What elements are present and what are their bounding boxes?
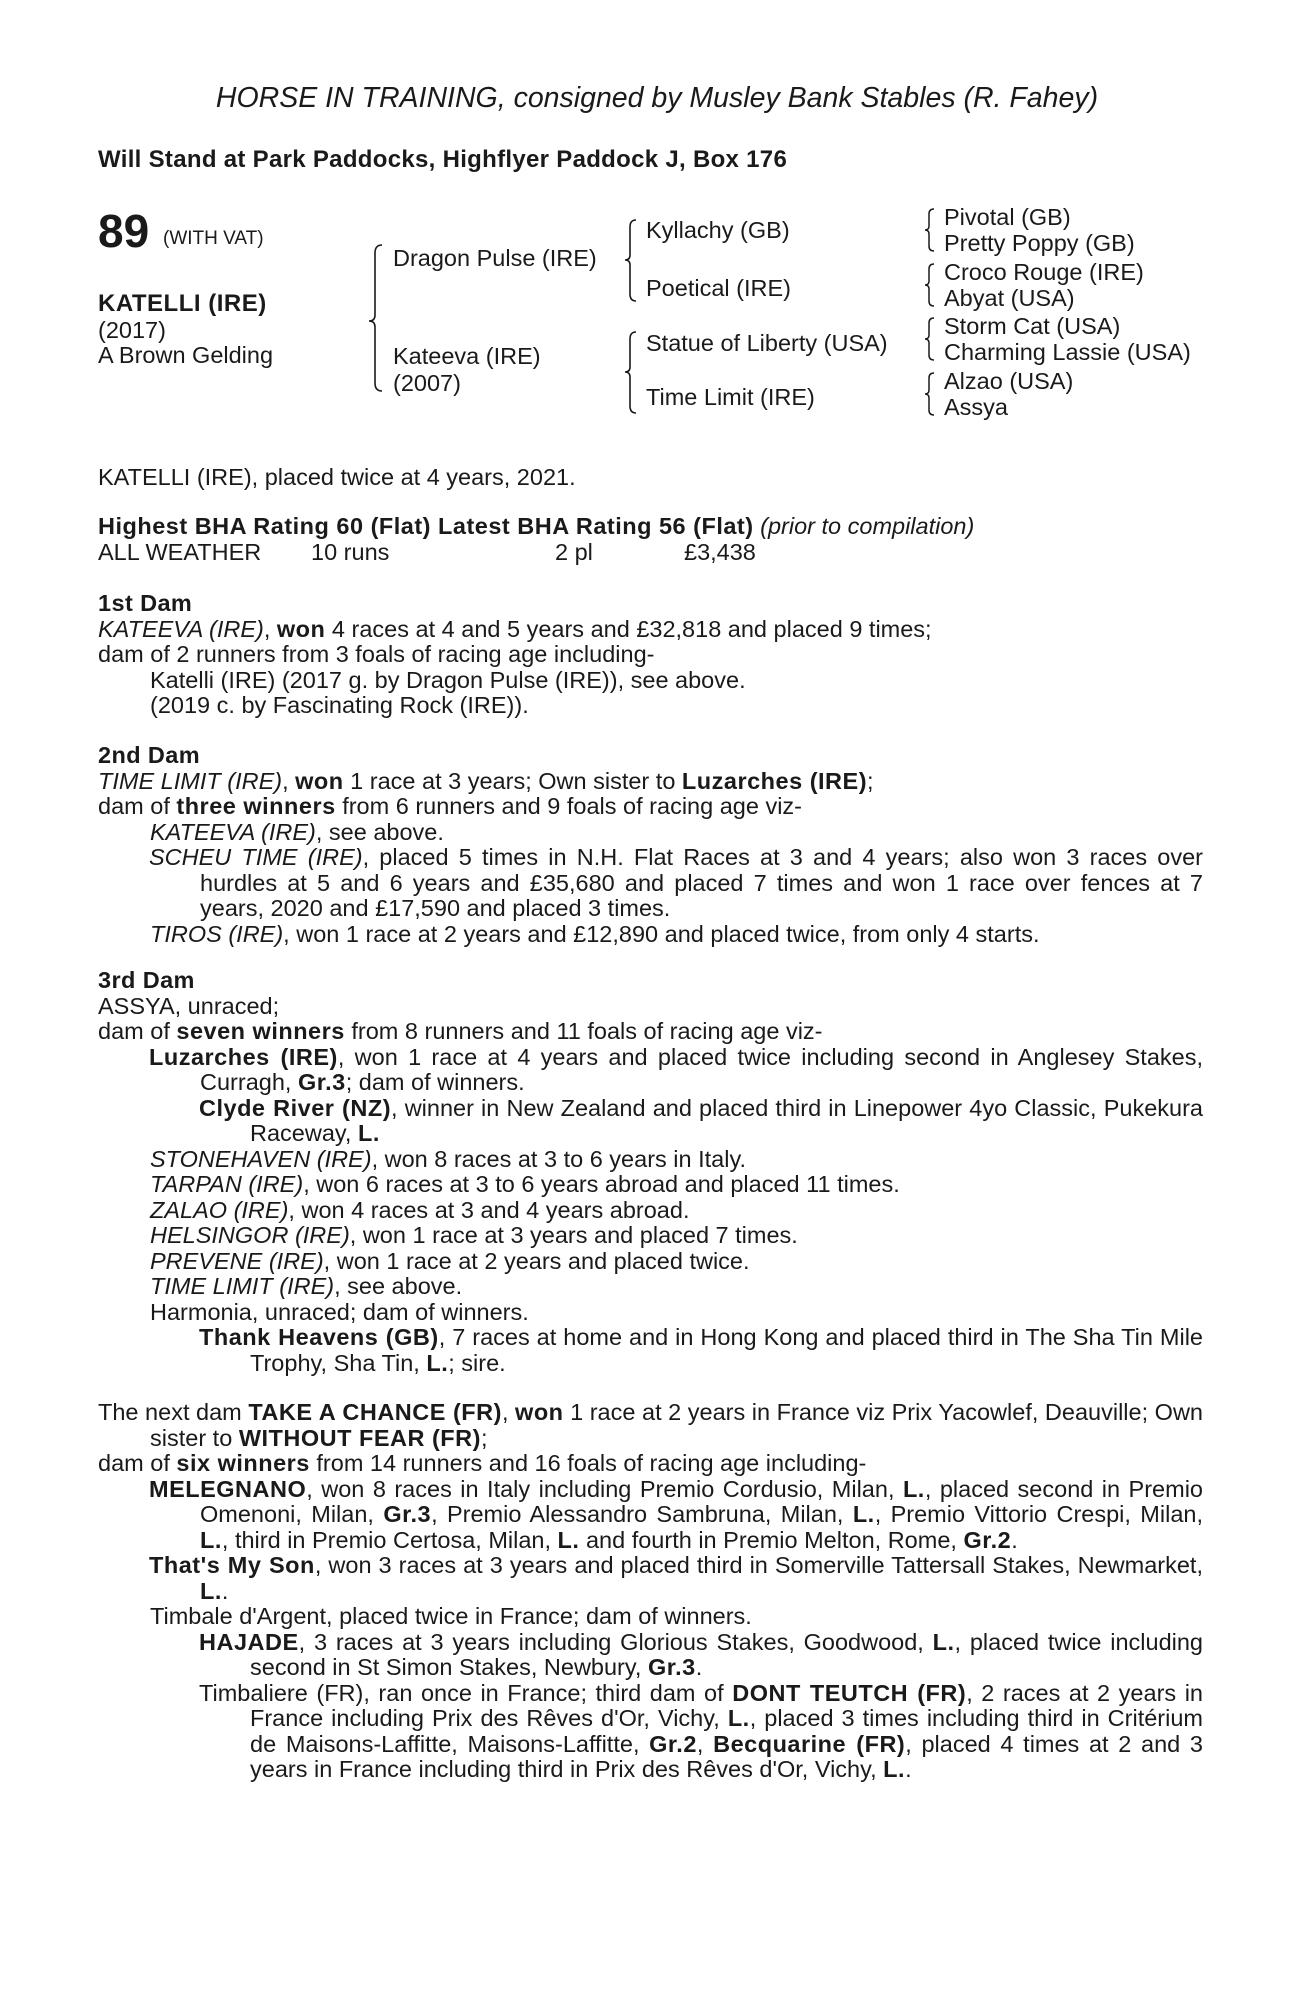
runner-text: , placed 4 times at 2 and 3 years in France including third in Prix des Rêves d'Or, Vichy, bbox=[250, 1730, 1203, 1782]
pedigree-bracket-dd bbox=[924, 371, 940, 419]
horse-description: A Brown Gelding bbox=[98, 342, 274, 368]
runner-text: , won 8 races in Italy including Premio Cordusio, Milan, bbox=[306, 1475, 903, 1502]
pedigree-dam: Kateeva (IRE) bbox=[393, 343, 541, 369]
horse-year: (2017) bbox=[98, 317, 166, 343]
runner-name: TIROS (IRE) bbox=[150, 920, 284, 947]
runner-text: , 3 races at 3 years including Glorious Stakes, Goodwood, bbox=[298, 1628, 933, 1655]
sister-name: Luzarches (IRE) bbox=[681, 767, 868, 794]
punct: . bbox=[1011, 1526, 1018, 1553]
stand-location: Will Stand at Park Paddocks, Highflyer Paddock J, Box 176 bbox=[98, 146, 788, 173]
pedigree-dam-year: (2007) bbox=[393, 370, 461, 396]
runner-text: , won 1 race at 4 years and placed twice including second in Anglesey Stakes, Curragh, bbox=[200, 1043, 1204, 1095]
text: dam of bbox=[98, 793, 177, 819]
group-mark: Gr.3 bbox=[297, 1069, 346, 1095]
listed-mark: L. bbox=[200, 1577, 222, 1604]
listed-mark: L. bbox=[426, 1349, 449, 1376]
punct: , bbox=[696, 1730, 714, 1757]
listed-mark: L. bbox=[852, 1501, 875, 1527]
record-surface: ALL WEATHER bbox=[98, 539, 262, 565]
race-summary: KATELLI (IRE), placed twice at 4 years, 2021. bbox=[98, 464, 576, 490]
third-dam-section bbox=[98, 968, 1203, 1376]
runner-name: MELEGNANO bbox=[149, 1475, 307, 1502]
first-dam-record: 4 races at 4 and 5 years and £32,818 and placed 9 times; bbox=[325, 615, 932, 642]
runner-text: , placed 3 times including third in Critérium de Maisons-Laffitte, Maisons-Laffitte, bbox=[250, 1705, 1203, 1757]
first-dam-produce-intro: dam of 2 runners from 3 foals of racing age including- bbox=[98, 641, 655, 667]
group-mark: Gr.2 bbox=[649, 1730, 697, 1757]
vat-note: (WITH VAT) bbox=[163, 228, 264, 249]
won-label: won bbox=[276, 615, 326, 642]
pedigree-sds: Croco Rouge (IRE) bbox=[944, 259, 1144, 285]
pedigree-bracket-sire bbox=[624, 218, 644, 304]
winner-count: seven winners bbox=[176, 1018, 345, 1044]
runner-name: TIME LIMIT (IRE) bbox=[150, 1273, 335, 1299]
runner-name: STONEHAVEN (IRE) bbox=[150, 1145, 372, 1172]
pedigree-sire-dam: Poetical (IRE) bbox=[646, 275, 791, 301]
bha-rating-note: (prior to compilation) bbox=[760, 513, 975, 539]
text: from 6 runners and 9 foals of racing age viz- bbox=[335, 793, 802, 819]
listed-mark: L. bbox=[200, 1526, 222, 1553]
third-dam-title: 3rd Dam bbox=[98, 967, 195, 993]
listed-mark: L. bbox=[727, 1705, 750, 1731]
page-header: HORSE IN TRAINING, consigned by Musley Bank Stables (R. Fahey) bbox=[215, 82, 1099, 114]
runner-name: DONT TEUTCH (FR) bbox=[732, 1679, 967, 1706]
runner-text: , Premio Vittorio Crespi, Milan, bbox=[874, 1501, 1203, 1527]
runner-text: , Premio Alessandro Sambruna, Milan, bbox=[431, 1501, 853, 1527]
second-dam-name: TIME LIMIT (IRE) bbox=[98, 767, 283, 794]
next-dam-section bbox=[98, 1400, 1203, 1783]
listed-mark: L. bbox=[357, 1120, 380, 1146]
pedigree-bracket-dam bbox=[624, 330, 644, 416]
runner-text: , won 3 races at 3 years and placed third in Somerville Tattersall Stakes, Newmarket, bbox=[314, 1552, 1203, 1578]
pedigree-bracket-ds bbox=[924, 316, 940, 364]
text: dam of bbox=[98, 1450, 177, 1476]
record-placed: 2 pl bbox=[555, 539, 593, 565]
runner-text: , won 8 races at 3 to 6 years in Italy. bbox=[371, 1145, 747, 1172]
lot-number: 89 bbox=[98, 205, 150, 257]
first-dam-produce-item: (2019 c. by Fascinating Rock (IRE)). bbox=[150, 692, 529, 718]
runner-name: Clyde River (NZ) bbox=[199, 1094, 392, 1121]
listed-mark: L. bbox=[932, 1628, 955, 1655]
text: 1 race at 2 years in France viz Prix Yacowlef, Deauville; Own sister to bbox=[150, 1399, 1204, 1451]
next-dam-name: TAKE A CHANCE (FR) bbox=[248, 1399, 502, 1425]
pedigree-sdd: Abyat (USA) bbox=[944, 285, 1075, 311]
runner-text: , 7 races at home and in Hong Kong and placed third in The Sha Tin Mile Trophy, Sha Tin, bbox=[250, 1324, 1203, 1376]
record-prize: £3,438 bbox=[684, 539, 756, 565]
first-dam-name: KATEEVA (IRE) bbox=[98, 615, 264, 642]
listed-mark: L. bbox=[902, 1475, 925, 1502]
pedigree-bracket-sd bbox=[924, 262, 940, 310]
sister-name: WITHOUT FEAR (FR) bbox=[238, 1424, 481, 1451]
horse-name: KATELLI (IRE) bbox=[98, 290, 267, 317]
bha-rating bbox=[98, 513, 974, 540]
record-runs: 10 runs bbox=[311, 539, 390, 565]
pedigree-dam-sire: Statue of Liberty (USA) bbox=[646, 330, 888, 356]
punct: . bbox=[221, 1577, 229, 1604]
runner-text: , placed second in Premio Omenoni, Milan, bbox=[200, 1475, 1203, 1527]
text: from 8 runners and 11 foals of racing age viz- bbox=[344, 1018, 823, 1044]
listed-mark: L. bbox=[557, 1526, 580, 1553]
punct: . bbox=[905, 1756, 912, 1782]
won-label: won bbox=[295, 767, 344, 794]
runner-name: KATEEVA (IRE) bbox=[150, 818, 316, 845]
runner-text: , won 6 races at 3 to 6 years abroad and placed 11 times. bbox=[303, 1171, 900, 1197]
pedigree-bracket-ss bbox=[924, 207, 940, 255]
text: from 14 runners and 16 foals of racing age including- bbox=[309, 1450, 867, 1476]
group-mark: Gr.2 bbox=[963, 1526, 1012, 1553]
listed-mark: L. bbox=[883, 1756, 906, 1782]
runner-text: , placed 5 times in N.H. Flat Races at 3 and 4 years; also won 3 races over hurdles at 5 and 6 years and £35,680 and placed 7 times and won 1 race over fences at 7 years, 2020 and £17,590 and placed 3 times. bbox=[200, 844, 1203, 921]
runner-text: , winner in New Zealand and placed third in Linepower 4yo Classic, Pukekura Raceway, bbox=[250, 1094, 1203, 1146]
runner-name: PREVENE (IRE) bbox=[150, 1247, 324, 1274]
runner-text: , won 4 races at 3 and 4 years abroad. bbox=[288, 1196, 690, 1223]
runner-name: TARPAN (IRE) bbox=[150, 1171, 304, 1197]
text: dam of bbox=[98, 1018, 177, 1044]
punct: ; bbox=[867, 767, 874, 794]
runner-name: Becquarine (FR) bbox=[713, 1730, 906, 1757]
group-mark: Gr.3 bbox=[383, 1501, 432, 1527]
winner-count: three winners bbox=[176, 793, 336, 819]
first-dam-title: 1st Dam bbox=[98, 590, 193, 616]
pedigree-dam-dam: Time Limit (IRE) bbox=[646, 384, 815, 410]
second-dam-section: 2nd Dam TIME LIMIT (IRE), won 1 race at 3 years; Own sister to Luzarches (IRE); dam of three winners from 6 runners and 9 foals of racing age viz- KATEEVA (IRE), see above. SCHEU TIME (IRE), placed 5 times in N.H. Flat Races at 3 and 4 years; also won 3 races over hurdles at 5 and 6 years and £35,680 and placed 7 times and won 1 race over fences at 7 years, 2020 and £17,590 and placed 3 times. TIROS (IRE), won 1 race at 2 years and £12,890 and placed twice, from only 4 starts. bbox=[98, 742, 1203, 947]
pedigree-sss: Pivotal (GB) bbox=[944, 204, 1071, 230]
first-dam-produce-item: Katelli (IRE) (2017 g. by Dragon Pulse (IRE)), see above. bbox=[150, 666, 746, 693]
punct: . bbox=[695, 1654, 703, 1680]
second-dam-record: 1 race at 3 years; Own sister to bbox=[343, 767, 682, 794]
group-mark: Gr.3 bbox=[647, 1654, 696, 1680]
runner-text: and fourth in Premio Melton, Rome, bbox=[579, 1526, 964, 1553]
runner-line: Timbale d'Argent, placed twice in France; dam of winners. bbox=[150, 1603, 752, 1629]
runner-line: Harmonia, unraced; dam of winners. bbox=[150, 1298, 529, 1325]
runner-name: Thank Heavens (GB) bbox=[199, 1324, 439, 1350]
runner-text: , see above. bbox=[334, 1273, 463, 1299]
winner-count: six winners bbox=[176, 1450, 310, 1476]
runner-name: HAJADE bbox=[199, 1628, 299, 1655]
text: The next dam bbox=[98, 1399, 249, 1425]
bha-rating-values: Highest BHA Rating 60 (Flat) Latest BHA Rating 56 (Flat) bbox=[98, 513, 754, 539]
pedigree-sire-sire: Kyllachy (GB) bbox=[646, 217, 790, 243]
runner-text: , third in Premio Certosa, Milan, bbox=[221, 1526, 558, 1553]
pedigree-ddd: Assya bbox=[944, 394, 1008, 420]
runner-text: , won 1 race at 2 years and placed twice. bbox=[323, 1247, 750, 1274]
runner-name: HELSINGOR (IRE) bbox=[150, 1222, 350, 1248]
pedigree-ssd: Pretty Poppy (GB) bbox=[944, 230, 1135, 256]
runner-text: , won 1 race at 3 years and placed 7 times. bbox=[349, 1222, 798, 1248]
runner-name: ZALAO (IRE) bbox=[150, 1196, 289, 1223]
runner-text: , see above. bbox=[315, 818, 444, 845]
third-dam-line: ASSYA, unraced; bbox=[98, 992, 280, 1019]
runner-text: , placed twice including second in St Simon Stakes, Newbury, bbox=[250, 1628, 1203, 1680]
second-dam-title: 2nd Dam bbox=[98, 742, 201, 768]
runner-text: Timbaliere (FR), ran once in France; third dam of bbox=[199, 1679, 733, 1706]
first-dam-section: 1st Dam KATEEVA (IRE), won 4 races at 4 and 5 years and £32,818 and placed 9 times; dam of 2 runners from 3 foals of racing age including- Katelli (IRE) (2017 g. by Dragon Pulse (IRE)), see above. (2019 c. by Fascinating Rock (IRE)). bbox=[98, 591, 1203, 719]
pedigree-dds: Alzao (USA) bbox=[944, 368, 1074, 394]
pedigree-sire: Dragon Pulse (IRE) bbox=[393, 245, 597, 271]
runner-text: ; sire. bbox=[448, 1349, 506, 1376]
runner-name: SCHEU TIME (IRE) bbox=[149, 844, 363, 870]
pedigree-dsd: Charming Lassie (USA) bbox=[944, 339, 1191, 365]
punct: ; bbox=[480, 1424, 488, 1451]
won-label: won bbox=[515, 1399, 564, 1425]
text: , bbox=[501, 1399, 516, 1425]
runner-name: That's My Son bbox=[149, 1552, 315, 1578]
runner-text: , 2 races at 2 years in France including Prix des Rêves d'Or, Vichy, bbox=[250, 1679, 1203, 1731]
runner-text: ; dam of winners. bbox=[345, 1069, 525, 1095]
runner-name: Luzarches (IRE) bbox=[149, 1043, 338, 1070]
runner-text: , won 1 race at 2 years and £12,890 and placed twice, from only 4 starts. bbox=[283, 920, 1040, 947]
pedigree-dss: Storm Cat (USA) bbox=[944, 313, 1121, 339]
